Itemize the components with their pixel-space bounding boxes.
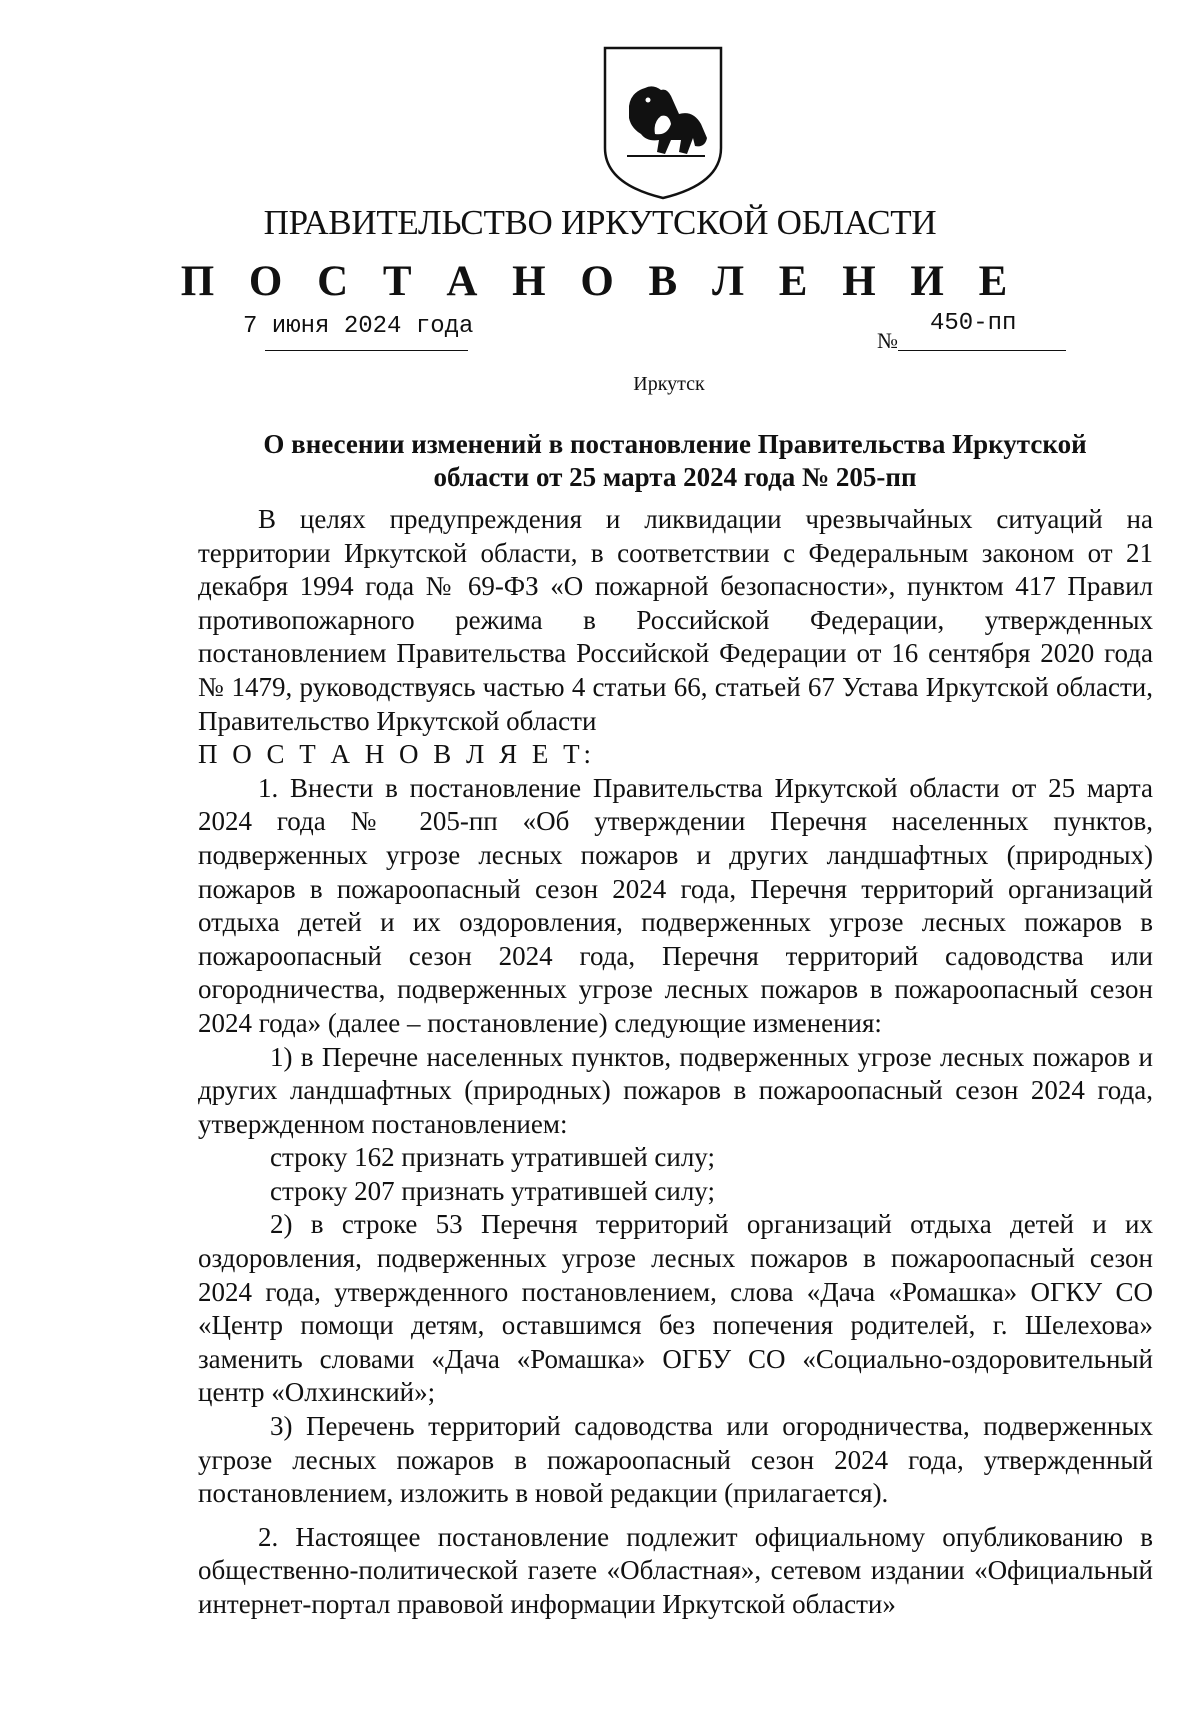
document-title [240, 428, 1110, 494]
irkutsk-coat-of-arms-icon [601, 44, 725, 202]
subitem-1-line-b: строку 207 признать утратившей силу; [270, 1175, 715, 1206]
document-date: 7 июня 2024 года [243, 313, 474, 340]
city-name: Иркутск [633, 373, 705, 395]
resolves-heading: П О С Т А Н О В Л Я Е Т: [198, 739, 596, 770]
organization-name: ПРАВИТЕЛЬСТВО ИРКУТСКОЙ ОБЛАСТИ [263, 203, 937, 242]
document-type: П О С Т А Н О В Л Е Н И Е [180, 258, 1020, 305]
item-2-paragraph: 2. Настоящее постановление подлежит официальному опубликованию в общественно-политической газете «Областная», сетевом издании «Официальный интернет-портал правовой информации Иркутской области» [198, 1521, 1153, 1619]
number-underline [898, 350, 1066, 351]
title-line-2: области от 25 марта 2024 года № 205-пп [433, 462, 917, 492]
subitem-2-paragraph: 2) в строке 53 Перечня территорий организаций отдыха детей и их оздоровления, подверженных угрозе лесных пожаров в пожароопасный сезон 2024 года, утвержденного постановлением, слова «Дача «Ромашка» ОГКУ СО «Центр помощи детям, оставшимся без попечения родителей, г. Шелехова» заменить словами «Дача «Ромашка» ОГБУ СО «Социально-оздоровительный центр «Олхинский»; [198, 1209, 1153, 1408]
document-number: 450-пп [930, 310, 1017, 337]
item-1-paragraph: 1. Внести в постановление Правительства Иркутской области от 25 марта 2024 года № 205-пп «Об утверждении Перечня населенных пунктов, подверженных угрозе лесных пожаров и других ландшафтных (природных) пожаров в пожароопасный сезон 2024 года, Перечня территорий организаций отдыха детей и их оздоровления, подверженных угрозе лесных пожаров в пожароопасный сезон 2024 года, Перечня территорий садоводства или огородничества, подверженных угрозе лесных пожаров в пожароопасный сезон 2024 года» (далее – постановление) следующие изменения: [198, 772, 1153, 1038]
subitem-3-paragraph: 3) Перечень территорий садоводства или огородничества, подверженных угрозе лесных пожаров в пожароопасный сезон 2024 года, утвержденный постановлением, изложить в новой редакции (прилагается). [198, 1411, 1153, 1509]
subitem-1-line-a: строку 162 признать утратившей силу; [270, 1142, 715, 1173]
preamble-paragraph: В целях предупреждения и ликвидации чрезвычайных ситуаций на территории Иркутской области, в соответствии с Федеральным законом от 21 декабря 1994 года № 69-ФЗ «О пожарной безопасности», пунктом 417 Правил противопожарного режима в Российской Федерации, утвержденных постановлением Правительства Российской Федерации от 16 сентября 2020 года № 1479, руководствуясь частью 4 статьи 66, статьей 67 Устава Иркутской области, Правительство Иркутской области [198, 504, 1153, 736]
number-sign: № [877, 328, 898, 353]
title-line-1: О внесении изменений в постановление Правительства Иркутской [263, 429, 1087, 459]
subitem-1-paragraph: 1) в Перечне населенных пунктов, подверженных угрозе лесных пожаров и других ландшафтных (природных) пожаров в пожароопасный сезон 2024 года, утвержденном постановлением: [198, 1041, 1153, 1139]
document-body [198, 503, 1153, 1622]
date-underline [265, 350, 468, 351]
